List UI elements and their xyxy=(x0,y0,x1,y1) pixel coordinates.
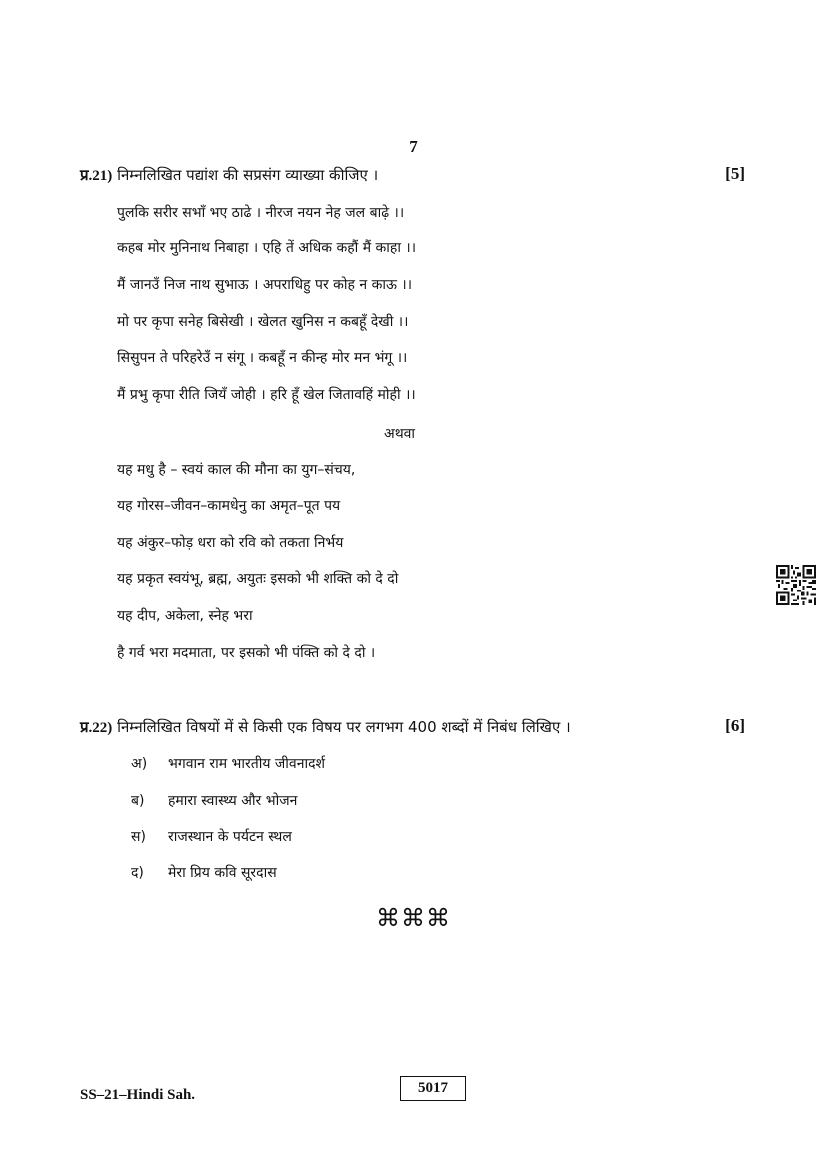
essay-option-b xyxy=(131,791,297,810)
alt-poem-line-4: यह प्रकृत स्वयंभू, ब्रह्म, अयुतः इसको भी शक्ति को दे दो xyxy=(117,571,399,587)
poem-line-5: सिसुपन ते परिहरेउँ न संगू । कबहूँ न कीन्ह मोर मन भंगू ।। xyxy=(117,350,408,366)
option-text: मेरा प्रिय कवि सूरदास xyxy=(168,865,277,881)
option-label: ब) xyxy=(131,793,145,809)
essay-option-d xyxy=(131,863,277,882)
paper-code: SS–21–Hindi Sah. xyxy=(80,1087,196,1103)
qr-code-icon xyxy=(776,565,816,605)
question-21-marks: [5] xyxy=(725,164,745,183)
question-22-marks: [6] xyxy=(725,716,745,735)
poem-line-1: पुलकि सरीर सभाँ भए ठाढे । नीरज नयन नेह जल बाढ़े ।। xyxy=(117,205,405,221)
poem-line-4: मो पर कृपा सनेह बिसेखी । खेलत खुनिस न कबहूँ देखी ।। xyxy=(117,314,409,330)
option-label: द) xyxy=(131,865,144,881)
option-text: हमारा स्वास्थ्य और भोजन xyxy=(168,793,298,809)
question-21-text: निम्नलिखित पद्यांश की सप्रसंग व्याख्या कीजिए । xyxy=(117,166,379,184)
alt-poem-line-1: यह मधु है – स्वयं काल की मौना का युग–संचय, xyxy=(117,462,356,478)
essay-option-a xyxy=(131,754,325,773)
paper-number-box: 5017 xyxy=(400,1076,466,1101)
alt-poem-line-2: यह गोरस–जीवन–कामधेनु का अमृत–पूत पय xyxy=(117,498,341,514)
poem-line-3: मैं जानउँ निज नाथ सुभाऊ । अपराधिहु पर कोह न काऊ ।। xyxy=(117,277,413,293)
option-text: भगवान राम भारतीय जीवनादर्श xyxy=(168,756,326,772)
essay-option-c xyxy=(131,827,292,846)
question-21-number: प्र.21) xyxy=(80,168,113,184)
option-label: स) xyxy=(131,829,146,845)
option-text: राजस्थान के पर्यटन स्थल xyxy=(168,829,292,845)
question-22-number: प्र.22) xyxy=(80,720,113,736)
poem-line-2: कहब मोर मुनिनाथ निबाहा । एहि तें अधिक कहौं मैं काहा ।। xyxy=(117,240,417,256)
question-21-heading xyxy=(80,165,378,185)
alt-poem-line-6: है गर्व भरा मदमाता, पर इसको भी पंक्ति को दे दो । xyxy=(117,645,376,661)
page-number: 7 xyxy=(409,137,418,156)
poem-line-6: मैं प्रभु कृपा रीति जियँ जोही । हरि हूँ खेल जितावहिं मोही ।। xyxy=(117,387,416,403)
end-marker: ⌘⌘⌘ xyxy=(376,904,451,932)
question-22-text: निम्नलिखित विषयों में से किसी एक विषय पर लगभग 400 शब्दों में निबंध लिखिए । xyxy=(117,718,571,736)
question-22-heading xyxy=(80,717,571,737)
option-label: अ) xyxy=(131,756,148,772)
alt-poem-line-5: यह दीप, अकेला, स्नेह भरा xyxy=(117,608,253,624)
alt-poem-line-3: यह अंकुर–फोड़ धरा को रवि को तकता निर्भय xyxy=(117,535,344,551)
athwa-separator: अथवा xyxy=(384,426,416,442)
